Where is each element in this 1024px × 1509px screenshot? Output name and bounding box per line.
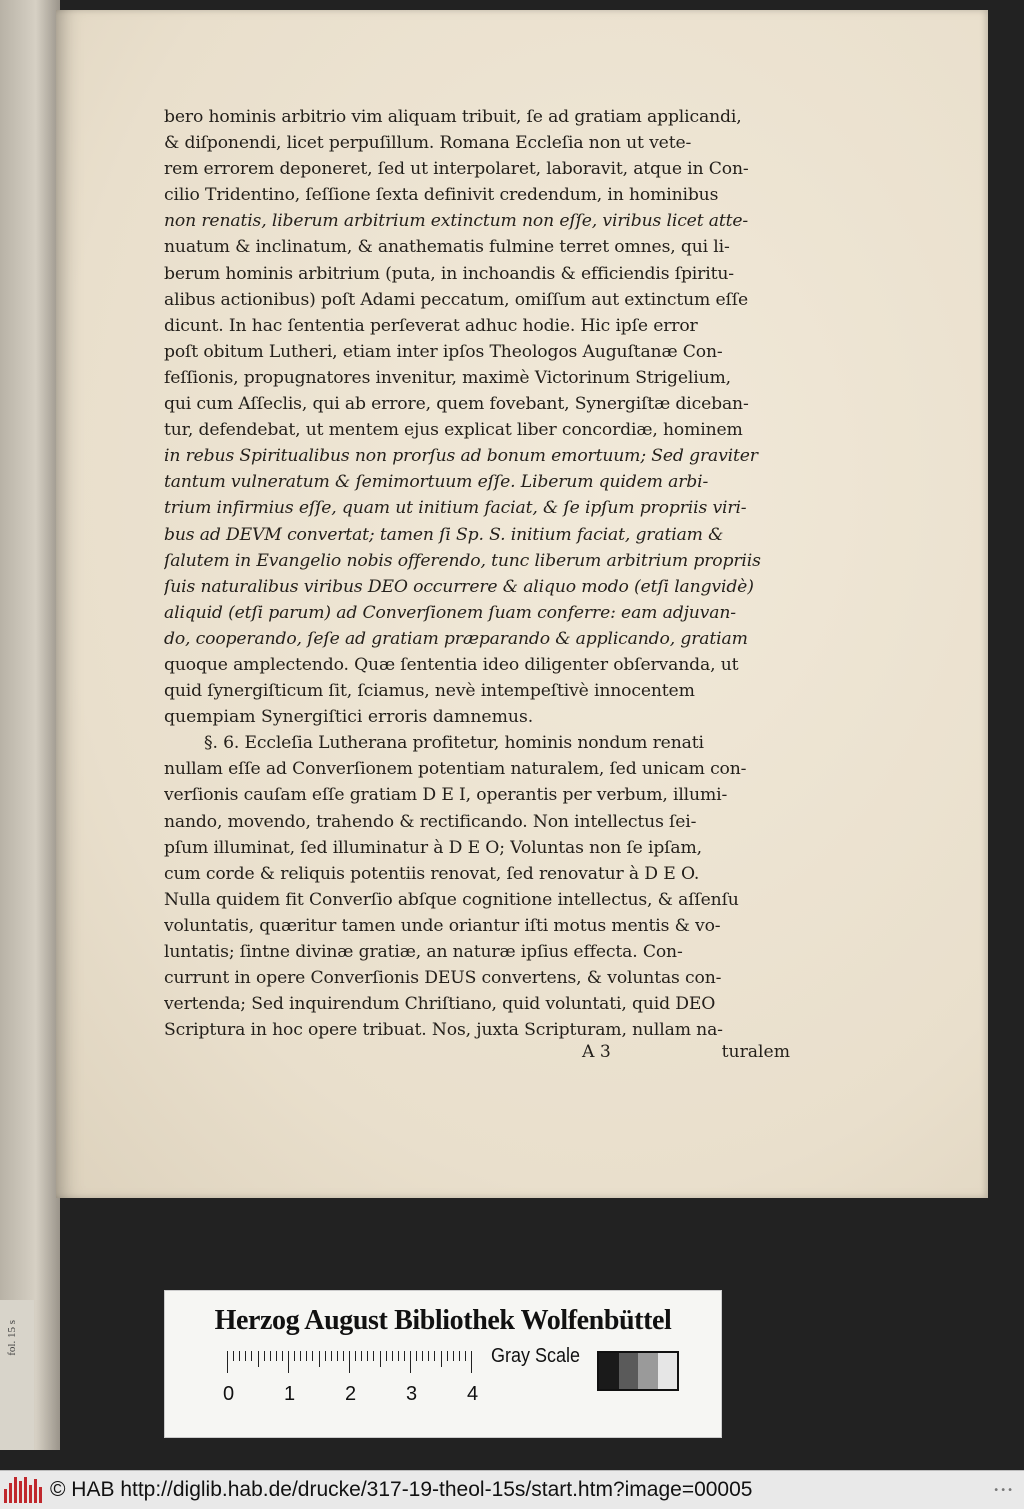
ruler-tick [270, 1351, 271, 1361]
text-line: trium infirmius eſſe, quam ut initium faciat, & ſe ipſum propriis viri- [164, 498, 747, 519]
ruler-tick [392, 1351, 393, 1361]
ruler-tick [258, 1351, 259, 1367]
page-text [164, 104, 790, 1043]
logo-bar [24, 1477, 27, 1503]
color-scale-card [164, 1290, 722, 1438]
ruler-tick [306, 1351, 307, 1361]
ruler-tick [428, 1351, 429, 1361]
ruler-number: 0 [223, 1383, 235, 1405]
ruler-tick [386, 1351, 387, 1361]
ruler-tick [416, 1351, 417, 1361]
ruler-tick [422, 1351, 423, 1361]
text-line: Nulla quidem fit Converſio abſque cognitione intellectus, & aſſenſu [164, 889, 739, 910]
text-line: Scriptura in hoc opere tribuat. Nos, juxta Scripturam, nullam na- [164, 1020, 723, 1041]
resize-grip-icon[interactable]: ••• [993, 1485, 1014, 1496]
ruler-tick [233, 1351, 234, 1361]
text-line: cilio Tridentino, ſeſſione ſexta definivit credendum, in hominibus [164, 185, 719, 206]
text-line: quid ſynergiſticum ſit, ſciamus, nevè intempeſtivè innocentem [164, 681, 695, 702]
text-line: quoque amplectendo. Quæ ſententia ideo diligenter obſervanda, ut [164, 654, 739, 675]
gray-swatch [619, 1353, 639, 1389]
gray-swatch [599, 1353, 619, 1389]
text-line: §. 6. Eccleſia Lutherana profitetur, hominis nondum renati [204, 733, 704, 754]
gray-swatch [658, 1353, 678, 1389]
text-line: dicunt. In hac ſententia perſeverat adhuc hodie. Hic ipſe error [164, 315, 698, 336]
ruler-tick [294, 1351, 295, 1361]
text-line: poſt obitum Lutheri, etiam inter ipſos Theologos Auguſtanæ Con- [164, 341, 723, 362]
text-line: ſalutem in Evangelio nobis offerendo, tunc liberum arbitrium propriis [164, 550, 761, 571]
ruler-tick [373, 1351, 374, 1361]
text-line: non renatis, liberum arbitrium extinctum non eſſe, viribus licet atte- [164, 211, 749, 232]
ruler-tick [453, 1351, 454, 1361]
ruler-tick [380, 1351, 381, 1367]
text-line: verſionis cauſam eſſe gratiam D E I, operantis per verbum, illumi- [164, 785, 728, 806]
gray-swatch [638, 1353, 658, 1389]
ruler-tick [355, 1351, 356, 1361]
ruler-tick [227, 1351, 228, 1373]
ruler-tick [441, 1351, 442, 1367]
ruler-tick [361, 1351, 362, 1361]
status-bar [0, 1470, 1024, 1509]
page-footer [164, 1042, 790, 1070]
library-name: Herzog August Bibliothek Wolfenbüttel [214, 1305, 672, 1336]
ruler-tick [300, 1351, 301, 1361]
text-line: bero hominis arbitrio vim aliquam tribuit, ſe ad gratiam applicandi, [164, 107, 742, 127]
ruler-tick [471, 1351, 472, 1373]
logo-bar [4, 1489, 7, 1503]
text-line: pſum illuminat, ſed illuminatur à D E O; Voluntas non ſe ipſam, [164, 837, 702, 858]
text-line: quempiam Synergiſtici erroris damnemus. [164, 707, 534, 728]
ruler-number: 3 [406, 1383, 418, 1405]
text-line: qui cum Aſſeclis, qui ab errore, quem fovebant, Synergiſtæ diceban- [164, 394, 749, 415]
text-line: berum hominis arbitrium (puta, in inchoandis & efficiendis ſpiritu- [164, 263, 734, 284]
ruler-tick [331, 1351, 332, 1361]
hab-logo-icon [4, 1477, 44, 1503]
ruler-tick [312, 1351, 313, 1361]
logo-bar [29, 1485, 32, 1503]
text-line: nullam eſſe ad Converſionem potentiam naturalem, ſed unicam con- [164, 759, 747, 780]
text-line: tur, defendebat, ut mentem ejus explicat liber concordiæ, hominem [164, 420, 743, 441]
text-line: luntatis; ſintne divinæ gratiæ, an naturæ ipſius effecta. Con- [164, 942, 683, 962]
ruler-tick [282, 1351, 283, 1361]
shelfmark-label: fol. 15 s [6, 1320, 18, 1356]
adjacent-page-edge [0, 0, 60, 1450]
ruler-tick [251, 1351, 252, 1361]
book-page [56, 10, 988, 1198]
text-line: in rebus Spiritualibus non prorſus ad bonum emortuum; Sed graviter [164, 446, 758, 467]
ruler-tick [276, 1351, 277, 1361]
ruler-tick [245, 1351, 246, 1361]
ruler-tick [325, 1351, 326, 1361]
logo-bar [9, 1483, 12, 1503]
text-line: vertenda; Sed inquirendum Chriſtiano, quid voluntati, quid DEO [164, 994, 716, 1015]
ruler-tick [404, 1351, 405, 1361]
text-line: aliquid (etſi parum) ad Converſionem ſuam conferre: eam adjuvan- [164, 602, 736, 623]
ruler-tick [337, 1351, 338, 1361]
text-line: rem errorem deponeret, ſed ut interpolaret, laboravit, atque in Con- [164, 159, 749, 180]
ruler-number: 4 [467, 1383, 479, 1405]
ruler-tick [239, 1351, 240, 1361]
text-line: voluntatis, quæritur tamen unde oriantur iſti motus mentis & vo- [164, 915, 721, 936]
text-line: tantum vulneratum & ſemimortuum eſſe. Liberum quidem arbi- [164, 472, 709, 493]
ruler-tick [465, 1351, 466, 1361]
ruler-tick [264, 1351, 265, 1361]
ruler-tick [447, 1351, 448, 1361]
text-line: ſuis naturalibus viribus DEO occurrere & aliquo modo (etſi langvidè) [164, 576, 754, 597]
ruler-tick [459, 1351, 460, 1361]
ruler-tick [410, 1351, 411, 1373]
logo-bar [19, 1481, 22, 1503]
ruler-tick [349, 1351, 350, 1373]
logo-bar [14, 1477, 17, 1503]
ruler-tick [367, 1351, 368, 1361]
text-line: cum corde & reliquis potentiis renovat, ſed renovatur à D E O. [164, 863, 700, 884]
text-line: bus ad DEVM convertat; tamen ſi Sp. S. initium faciat, gratiam & [164, 524, 724, 545]
ruler-tick [343, 1351, 344, 1361]
logo-bar [34, 1479, 37, 1503]
text-line: currunt in opere Converſionis DEUS convertens, & voluntas con- [164, 968, 722, 989]
catchword: turalem [721, 1042, 790, 1062]
text-line: do, cooperando, ſeſe ad gratiam præparando & applicando, gratiam [164, 628, 748, 649]
ruler-tick [434, 1351, 435, 1361]
ruler-scale [227, 1351, 477, 1373]
text-line: nando, movendo, trahendo & rectificando. Non intellectus ſei- [164, 811, 697, 832]
ruler-number: 2 [345, 1383, 357, 1405]
text-line: nuatum & inclinatum, & anathematis fulmine terret omnes, qui li- [164, 237, 730, 258]
logo-bar [39, 1487, 42, 1503]
copyright-url[interactable]: © HAB http://diglib.hab.de/drucke/317-19-theol-15s/start.htm?image=00005 [50, 1478, 753, 1501]
text-line: & diſponendi, licet perpuſillum. Romana Eccleſia non ut vete- [164, 133, 692, 154]
ruler-tick [398, 1351, 399, 1361]
ruler-number: 1 [284, 1383, 296, 1405]
signature-mark: A 3 [582, 1042, 611, 1062]
gray-scale-swatches [597, 1351, 679, 1391]
gray-scale-label: Gray Scale [491, 1345, 581, 1367]
text-line: feſſionis, propugnatores invenitur, maximè Victorinum Strigelium, [164, 367, 731, 388]
text-line: alibus actionibus) poſt Adami peccatum, omiſſum aut extinctum eſſe [164, 289, 748, 310]
ruler-tick [319, 1351, 320, 1367]
ruler-tick [288, 1351, 289, 1373]
